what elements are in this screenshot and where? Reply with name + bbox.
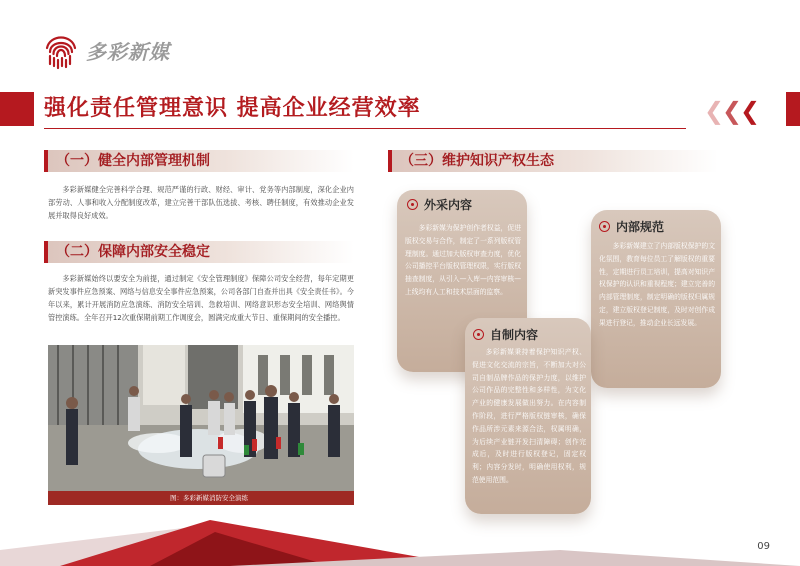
fingerprint-logo-icon — [44, 30, 78, 70]
logo-text: 多彩新媒 — [86, 39, 170, 64]
section-2-body: 多彩新媒始终以要安全为前提，通过制定《安全管理制度》保障公司安全经营，每年定期更新突发事件应急预案、网络与信息安全事件应急预案，公司各部门自查并出具《安全责任书》。今年以来，累计开展消防应急演练、消防安全培训、急救培训、网络意识形态安全培训、网络舆情管控演练。全年召开12次重保期前期工作调度会，圆满完成重大节日、重保期间的安全播控。 — [48, 274, 354, 322]
chevron-right-icon: ❮ — [740, 97, 761, 125]
card-body: 多彩新媒建立了内部版权保护的文化氛围，教育每位员工了解版权的重要性，定期进行员工培训，提高对知识产权保护的认识和重视程度；建立完善的内部管理制度，制定明确的版权归属规定，建立版权登记制度，及时对创作成果进行登记，推动企业长远发展。 — [599, 242, 715, 327]
card-title: 内部规范 — [616, 220, 665, 234]
section-heading: （一）健全内部管理机制 — [56, 153, 210, 169]
section-header-3 — [388, 150, 718, 172]
section-header-1 — [44, 150, 354, 172]
title-accent-right — [786, 92, 800, 126]
bottom-decoration — [0, 506, 800, 566]
section-1-body: 多彩新媒健全完善科学合理、规范严谨的行政、财经、审计、党务等内部制度，深化企业内部劳动、人事和收入分配制度改革，建立完善干部队伍选拔、考核、聘任制度，有效推动企业发展并取得良好成效。 — [48, 185, 354, 220]
card-body: 多彩新媒为保护创作者权益，促进版权交易与合作，制定了一系列版权管理制度。通过加大版权审查力度，优化公司播控平台版权管理权限，实行版权抽查制度，从引入—入库—内容审核—上线均有人工和技术层面的监察。 — [405, 224, 521, 296]
chevron-right-icon: ❮ — [704, 97, 725, 125]
fire-drill-photo — [48, 345, 354, 491]
target-icon — [599, 221, 610, 232]
card-title: 自制内容 — [490, 328, 539, 342]
target-icon — [473, 329, 484, 340]
page-number: 09 — [757, 541, 770, 552]
page-title: 强化责任管理意识 提高企业经营效率 — [44, 96, 421, 121]
card-header — [599, 218, 664, 235]
photo-illustration — [48, 345, 354, 491]
target-icon — [407, 199, 418, 210]
card-header — [407, 196, 472, 213]
chevron-right-icon: ❮ — [722, 97, 743, 125]
card-title: 外采内容 — [424, 198, 473, 212]
title-accent-left — [0, 92, 34, 126]
section-heading: （二）保障内部安全稳定 — [56, 244, 210, 260]
card-header — [473, 326, 538, 343]
section-heading: （三）维护知识产权生态 — [400, 153, 554, 169]
section-header-2 — [44, 241, 354, 263]
brand-logo — [44, 30, 170, 70]
card-body: 多彩新媒秉持着保护知识产权、促进文化交流的宗旨，不断加大对公司自制品牌作品的保护力度，以维护公司作品的完整性和多样性，为文化产业的健康发展做出努力。在内容制作阶段，进行严格版权链审核，确保作品所涉元素来源合法，权属明确，为后续产业链开发扫清障碍；创作完成后，及时进行版权登记，固定权利；内容分发时，明确使用权利，规范使用范围。 — [472, 348, 586, 484]
photo-caption: 图：多彩新媒消防安全演练 — [48, 491, 354, 505]
title-underline — [44, 128, 686, 129]
